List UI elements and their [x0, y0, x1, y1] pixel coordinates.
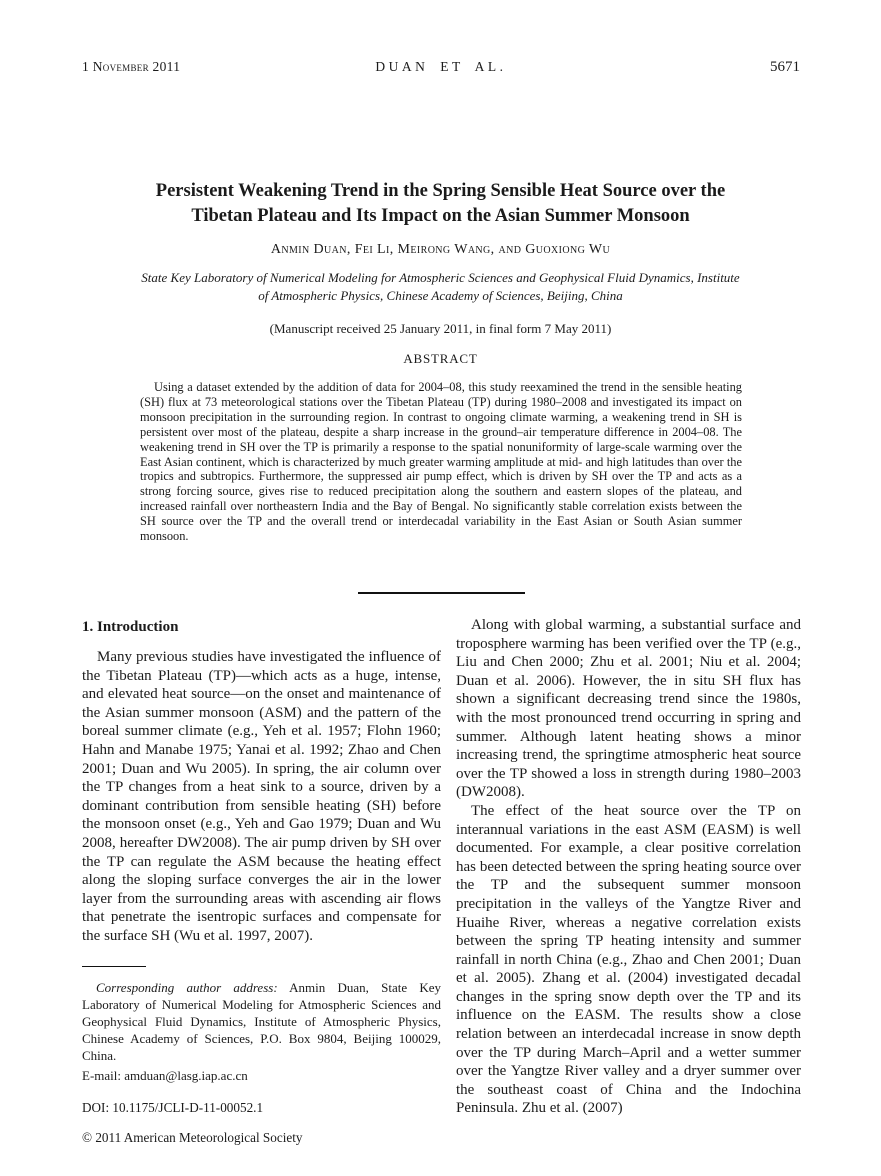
article-title — [0, 179, 881, 229]
right-column — [456, 616, 801, 1118]
running-head — [82, 59, 800, 76]
running-title: DUAN ET AL. — [375, 59, 507, 74]
footnote-body: Anmin Duan, State Key Laboratory of Numerical Modeling for Atmospheric Sciences and Geophysical Fluid Dynamics, Institute of Atmospheric Physics, Chinese Academy of Sciences, P.O. Box 9804, Beijing 100029, China. — [82, 980, 441, 1064]
footnote-block — [82, 966, 441, 1084]
affiliation-line-2: of Atmospheric Physics, Chinese Academy of Sciences, Beijing, China — [258, 288, 623, 303]
page-number: 5671 — [769, 59, 800, 75]
issue-date: 1 November 2011 — [82, 59, 181, 74]
section-heading-introduction: 1. Introduction — [82, 619, 179, 635]
abstract-body-divider — [358, 592, 525, 594]
intro-paragraph-3: The effect of the heat source over the TP on interannual variations in the east ASM (EASM) is well documented. For example, a clear positive correlation has been detected between the spring heating source over the TP and the subsequent summer monsoon precipitation in the valleys of the Yangtze River and Huaihe River, whereas a negative correlation exists between the spring TP heating intensity and summer rainfall in north China (e.g., Zhao and Chen 2001; Duan et al. 2005). Zhang et al. (2004) investigated decadal changes in the spring snow depth over the TP and its influence on the EASM. The results show a close relation between an interdecadal increase in snow depth over the TP during March–April and a wetter summer over the Yangtze River valley and a dryer summer over the southeast coast of China and the Indochina Peninsula. Zhu et al. (2007) — [456, 802, 801, 1117]
article-title-line-2: Tibetan Plateau and Its Impact on the Asian Summer Monsoon — [191, 206, 690, 226]
affiliation — [0, 269, 881, 305]
intro-paragraph-2: Along with global warming, a substantial surface and troposphere warming has been verified over the TP (e.g., Liu and Chen 2000; Zhu et al. 2001; Niu et al. 2004; Duan et al. 2006). However, the in situ SH flux has shown a significant decreasing trend since the 1980s, with the most pronounced trend occurring in spring and summer. Although latent heating shows a minor increasing trend, the springtime atmospheric heat source over the TP showed a loss in strength during 1980–2003 (DW2008). — [456, 617, 801, 801]
abstract-heading: ABSTRACT — [403, 351, 478, 366]
corresponding-author-footnote — [82, 979, 441, 1064]
affiliation-line-1: State Key Laboratory of Numerical Modeling for Atmospheric Sciences and Geophysical Fluid Dynamics, Institute — [141, 270, 740, 285]
footnote-email: E-mail: amduan@lasg.iap.ac.cn — [82, 1068, 248, 1084]
authors-line: Anmin Duan, Fei Li, Meirong Wang, and Guoxiong Wu — [270, 242, 611, 257]
left-column — [82, 616, 441, 946]
article-title-line-1: Persistent Weakening Trend in the Spring Sensible Heat Source over the — [155, 181, 726, 201]
abstract-text: Using a dataset extended by the addition of data for 2004–08, this study reexamined the trend in the sensible heating (SH) flux at 73 meteorological stations over the Tibetan Plateau (TP) during 1980–2008 and investigated its impact on monsoon precipitation in the surrounding region. In contrast to ongoing climate warming, a weakening trend in SH is persistent over most of the plateau, despite a sharp increase in the ground–air temperature difference in 2004–08. The weakening trend in SH over the TP is primarily a response to the spatial nonuniformity of large-scale warming over the East Asian continent, which is characterized by much greater warming amplitude at mid- and high latitudes than over the tropics and subtropics. Furthermore, the suppressed air pump effect, which is driven by SH over the TP and acts as a strong forcing source, gives rise to reduced precipitation along the southern and eastern slopes of the plateau, and increased rainfall over northeastern India and the Bay of Bengal. No significantly stable correlation exists between the SH source over the TP and the overall trend or interdecadal variability in the East Asian or South Asian summer monsoon. — [140, 380, 742, 544]
doi-line: DOI: 10.1175/JCLI-D-11-00052.1 — [82, 1100, 264, 1115]
manuscript-history: (Manuscript received 25 January 2011, in final form 7 May 2011) — [269, 321, 612, 336]
footnote-rule — [82, 966, 146, 967]
footnote-lead: Corresponding author address: — [96, 980, 278, 996]
copyright-line: © 2011 American Meteorological Society — [82, 1130, 303, 1145]
intro-paragraph-1: Many previous studies have investigated the influence of the Tibetan Plateau (TP)—which acts as a huge, intense, and elevated heat source—on the onset and maintenance of the Asian summer monsoon (ASM) and the pattern of the boreal summer climate (e.g., Yeh et al. 1957; Flohn 1960; Hahn and Manabe 1975; Yanai et al. 1992; Zhao and Chen 2001; Duan and Wu 2005). In spring, the air column over the TP changes from a heat sink to a source, driven by a dominant contribution from sensible heating (SH) before the monsoon onset (e.g., Yeh and Gao 1979; Duan and Wu 2008, hereafter DW2008). The air pump driven by SH over the TP can regulate the ASM because the heating effect along the sloping surface converges the air in the lower layer from the surrounding areas with ascending air flows that penetrate the isentropic surfaces and compensate for the surface SH (Wu et al. 1997, 2007). — [82, 649, 441, 944]
